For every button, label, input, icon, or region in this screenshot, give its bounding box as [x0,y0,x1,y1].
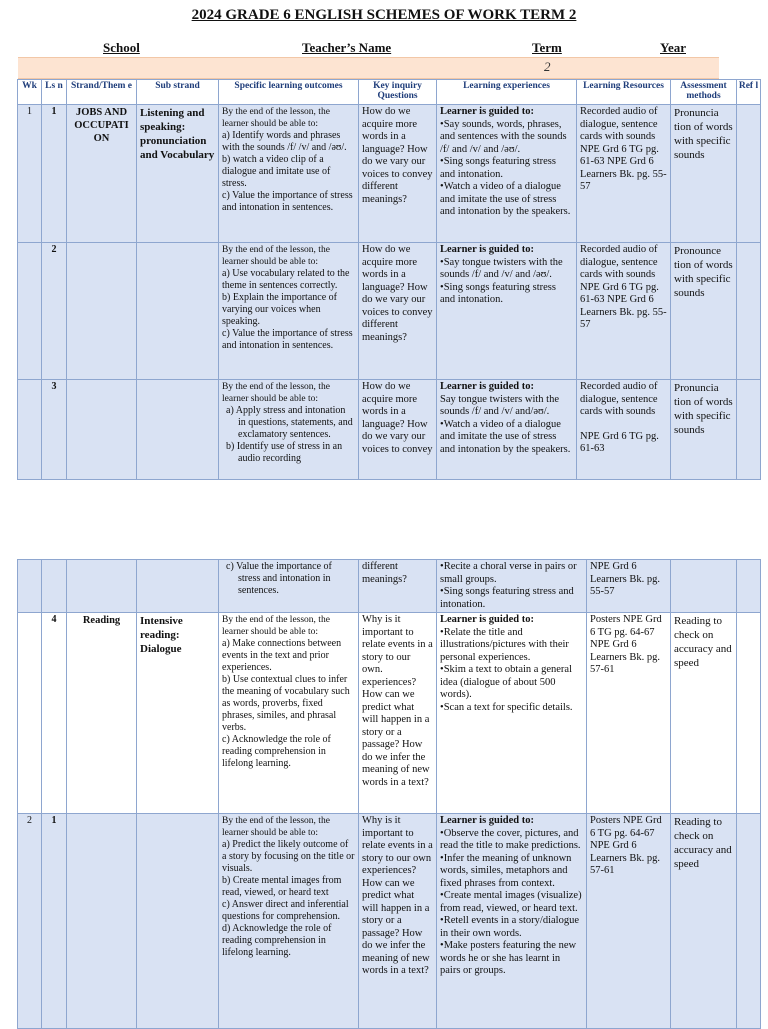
lesson-cell: 1 [42,814,67,1029]
slo-item: b) Create mental images from read, viewed, or heard text [222,875,342,898]
lesson-cell: 1 [42,105,67,243]
col-substrand: Sub strand [137,80,219,105]
slo-item: c) Value the importance of stress and intonation in sentences. [222,328,353,351]
slo-intro: By the end of the lesson, the learner should be able to: [222,615,330,637]
lesson-cell: 2 [42,243,67,380]
strand-cell [67,380,137,480]
kiq-cell: Why is it important to relate events in a story to our own. experiences? How can we predict what will happen in a story or a passage? How do we infer the meaning of new words in a text? [359,613,437,814]
strand-cell: Reading [67,613,137,814]
table-header-row [18,80,761,105]
col-strand: Strand/Them e [67,80,137,105]
slo-intro: By the end of the lesson, the learner should be able to: [222,382,330,404]
lesson-cell: 4 [42,613,67,814]
slo-intro: By the end of the lesson, the learner should be able to: [222,107,330,129]
strand-cell [67,814,137,1029]
slo-intro: By the end of the lesson, the learner should be able to: [222,245,330,267]
week-cell [18,560,42,613]
le-item: • Sing songs featuring stress and intonation. [440,282,573,307]
kiq-cell: How do we acquire more words in a language? How do we vary our voices to convey [359,380,437,480]
le-heading: Learner is guided to: [440,815,535,826]
le-item: • Skim a text to obtain a general idea (dialogue of about 500 words). [440,664,583,702]
col-le: Learning experiences [437,80,577,105]
substrand-cell [137,814,219,1029]
le-item: • Say sounds, words, phrases, and sentences with the sounds /f/ and /v/ and /əʊ/. [440,119,573,157]
slo-item: a) Make connections between events in the text and prior experiences. [222,638,342,673]
term-label: Term [532,40,562,55]
reflection-cell [737,613,761,814]
term-value-bar [18,57,719,79]
strand-cell [67,560,137,613]
reflection-cell [737,814,761,1029]
week-cell: 1 [18,105,42,243]
le-item: • Create mental images (visualize) from read, viewed, or heard text. [440,890,583,915]
table-row [18,560,761,613]
le-cell [437,243,577,380]
resources-cell: Recorded audio of dialogue, sentence cards with sounds NPE Grd 6 TG pg. 61-63 NPE Grd 6 Learners Bk. pg. 55-57 [577,105,671,243]
assessment-cell: Pronounce tion of words with specific sounds [671,243,737,380]
col-resources: Learning Resources [577,80,671,105]
le-item: Say tongue twisters with the sounds /f/ and /v/ and/əʊ/. [440,393,559,417]
slo-item: b) Use contextual clues to infer the meaning of vocabulary such as words, proverbs, fixed phrases, similes, and phrasal verbs. [222,674,350,733]
resources-cell: Posters NPE Grd 6 TG pg. 64-67 NPE Grd 6 Learners Bk. pg. 57-61 [587,814,671,1029]
slo-cell [219,814,359,1029]
kiq-cell: Why is it important to relate events in a story to our own experiences? How can we predict what will happen in a story or a passage? How do we infer the meaning of new words in a text? [359,814,437,1029]
kiq-cell: How do we acquire more words in a language? How do we vary our voices to convey different meanings? [359,243,437,380]
le-item: • Infer the meaning of unknown words, similes, metaphors and fixed phrases from context. [440,853,583,891]
le-item: • Make posters featuring the new words he or she has learnt in pairs or groups. [440,940,583,978]
le-cell [437,105,577,243]
school-label: School [103,40,140,55]
week-cell [18,613,42,814]
table-row [18,613,761,814]
slo-cell [219,613,359,814]
lesson-cell [42,560,67,613]
week-cell [18,243,42,380]
col-wk: Wk [18,80,42,105]
col-assessment: Assessment methods [671,80,737,105]
resources-text: Recorded audio of dialogue, sentence cards with sounds [580,381,658,417]
le-item: • Watch a video of a dialogue and imitate the use of stress and intonation by the speakers. [440,419,573,457]
le-cell [437,560,587,613]
slo-intro: By the end of the lesson, the learner should be able to: [222,816,330,838]
table-row [18,814,761,1029]
resources-cell: Recorded audio of dialogue, sentence cards with sounds NPE Grd 6 TG pg. 61-63 NPE Grd 6 Learners Bk. pg. 55-57 [577,243,671,380]
slo-item: b) Explain the importance of varying our voices when speaking. [222,292,337,327]
le-heading: Learner is guided to: [440,106,535,117]
slo-item: b) Identify use of stress in an audio recording [226,441,343,464]
resources-cell: NPE Grd 6 Learners Bk. pg. 55-57 [587,560,671,613]
slo-item: d) Acknowledge the role of reading comprehension in lifelong learning. [222,923,332,958]
strand-cell: JOBS AND OCCUPATI ON [67,105,137,243]
reflection-cell [737,380,761,480]
reflection-cell [737,560,761,613]
kiq-cell: How do we acquire more words in a language? How do we vary our voices to convey different meanings? [359,105,437,243]
le-cell [437,613,587,814]
slo-cell [219,380,359,480]
resources-cell: Posters NPE Grd 6 TG pg. 64-67 NPE Grd 6 Learners Bk. pg. 57-61 [587,613,671,814]
le-item: • Scan a text for specific details. [440,702,583,715]
document-title: 2024 GRADE 6 ENGLISH SCHEMES OF WORK TERM 2 [191,7,577,23]
resources-cell [577,380,671,480]
week-cell: 2 [18,814,42,1029]
lesson-cell: 3 [42,380,67,480]
col-lsn: Ls n [42,80,67,105]
slo-item: a) Predict the likely outcome of a story by focusing on the title or visuals. [222,839,355,874]
slo-item: a) Use vocabulary related to the theme in sentences correctly. [222,268,350,291]
assessment-cell: Reading to check on accuracy and speed [671,613,737,814]
slo-item: a) Apply stress and intonation in questions, statements, and exclamatory sentences. [226,405,353,440]
table-row [18,380,761,480]
slo-item: a) Identify words and phrases with the sounds /f/ /v/ and /əʊ/. [222,130,347,153]
le-item: • Retell events in a story/dialogue in their own words. [440,915,583,940]
schemes-table-part1 [17,79,761,480]
table-row [18,105,761,243]
substrand-cell [137,560,219,613]
le-item: • Watch a video of a dialogue and imitate the use of stress and intonation by the speakers. [440,181,573,219]
schemes-table-part2 [17,559,761,1029]
reflection-cell [737,105,761,243]
assessment-cell: Pronuncia tion of words with specific sounds [671,105,737,243]
slo-item: c) Answer direct and inferential questions for comprehension. [222,899,349,922]
term-value: 2 [544,59,551,74]
le-heading: Learner is guided to: [440,244,535,255]
substrand-cell: Listening and speaking: pronunciation and Vocabulary [137,105,219,243]
slo-item: c) Acknowledge the role of reading comprehension in lifelong learning. [222,734,331,769]
le-item: • Relate the title and illustrations/pictures with their personal experiences. [440,627,583,665]
assessment-cell: Pronuncia tion of words with specific sounds [671,380,737,480]
kiq-cell: different meanings? [359,560,437,613]
le-item: • Sing songs featuring stress and intonation. [440,586,583,611]
week-cell [18,380,42,480]
substrand-cell: Intensive reading: Dialogue [137,613,219,814]
substrand-cell [137,243,219,380]
le-item: • Observe the cover, pictures, and read the title to make predictions. [440,828,583,853]
le-item: • Sing songs featuring stress and intonation. [440,156,573,181]
assessment-cell: Reading to check on accuracy and speed [671,814,737,1029]
year-label: Year [660,40,686,55]
le-heading: Learner is guided to: [440,381,535,392]
strand-cell [67,243,137,380]
substrand-cell [137,380,219,480]
slo-item: c) Value the importance of stress and intonation in sentences. [226,561,332,596]
col-refl: Ref l [737,80,761,105]
slo-cell [219,243,359,380]
le-cell [437,814,587,1029]
assessment-cell [671,560,737,613]
col-slo: Specific learning outcomes [219,80,359,105]
slo-cell [219,105,359,243]
le-heading: Learner is guided to: [440,614,535,625]
slo-cell [219,560,359,613]
resources-text: NPE Grd 6 TG pg. 61-63 [580,430,659,454]
reflection-cell [737,243,761,380]
le-item: • Recite a choral verse in pairs or small groups. [440,561,583,586]
slo-item: b) watch a video clip of a dialogue and imitate use of stress. [222,154,331,189]
teacher-label: Teacher’s Name [302,40,392,55]
col-kiq: Key inquiry Questions [359,80,437,105]
le-item: • Say tongue twisters with the sounds /f/ and /v/ and /əʊ/. [440,257,573,282]
slo-item: c) Value the importance of stress and intonation in sentences. [222,190,353,213]
le-cell [437,380,577,480]
table-row [18,243,761,380]
